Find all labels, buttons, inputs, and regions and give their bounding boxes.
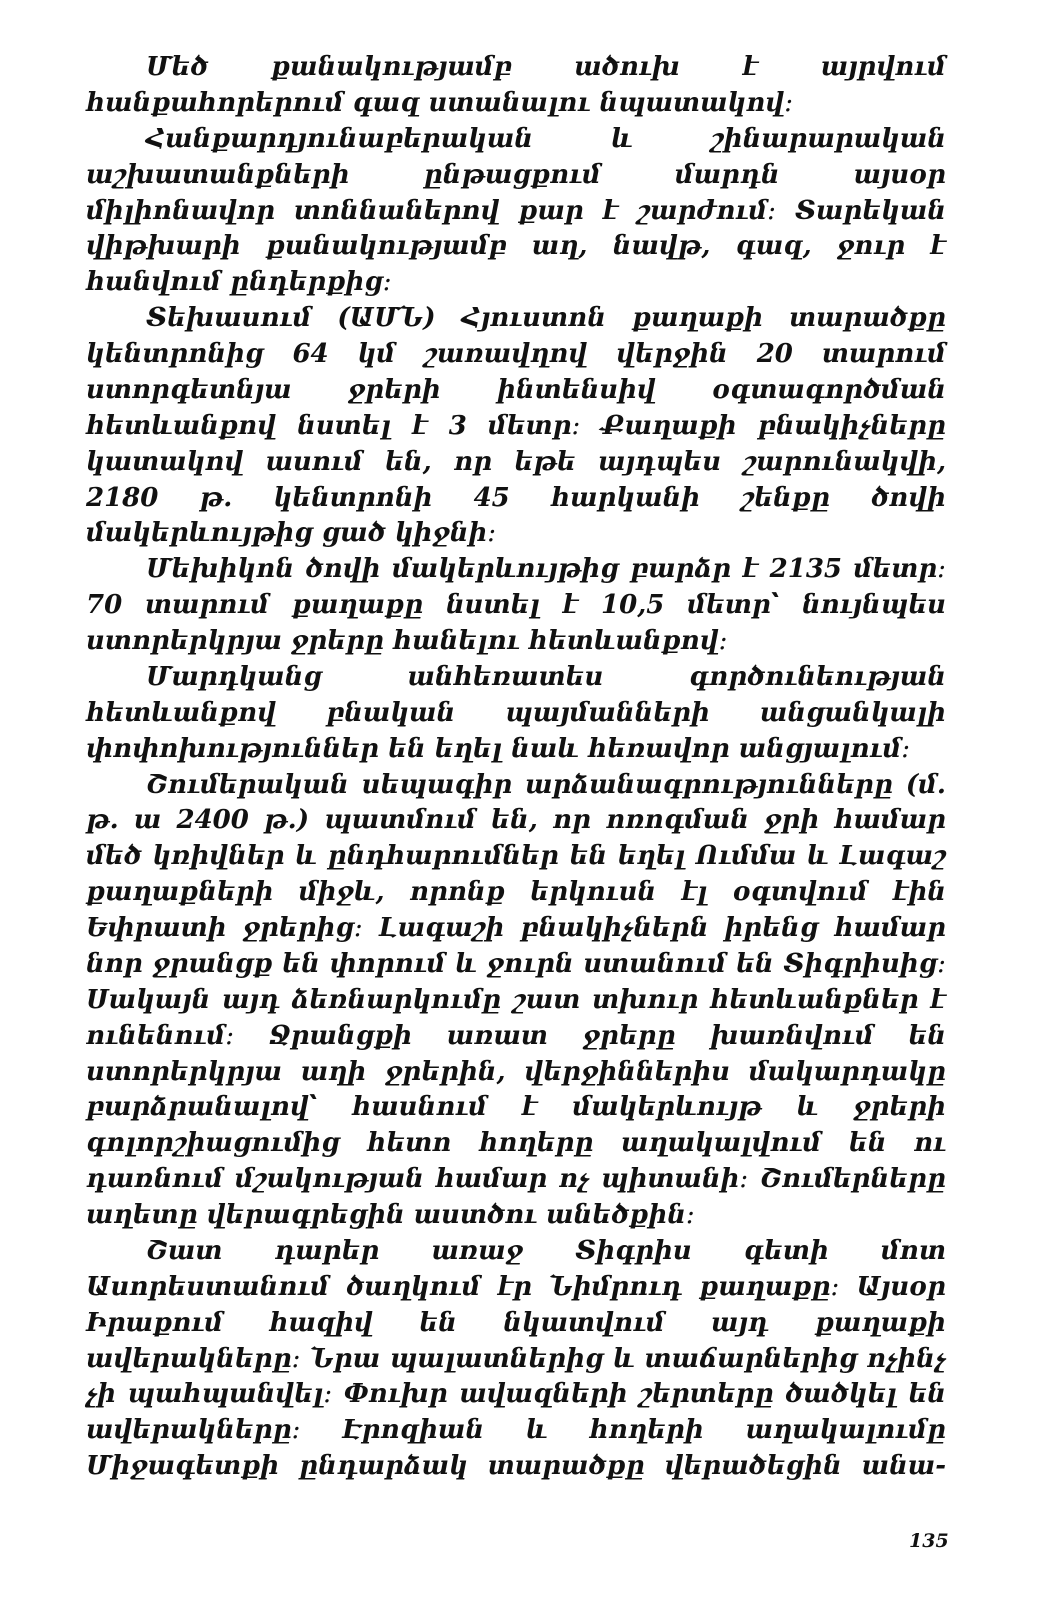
paragraph-7: Շատ դարեր առաջ Տիգրիս գետի մոտ Ասորեստանում ծաղկում էր Նիմրուդ քաղաքը։ Այսօր Իրաքում հազիվ են նկատվում այդ քաղաքի ավերակները։ Նրա պալատներից և տաճարներից ոչինչ չի պահպանվել։ Փուխր ավազների շերտերը ծածկել են ավերակները։ Էրոզիան և հողերի աղակալումը Միջագետքի ընդարձակ տարածքը վերածեցին անա- (86, 1235, 946, 1482)
body-text (86, 50, 946, 1485)
paragraph-2: Հանքարդյունաբերական և շինարարական աշխատանքների ընթացքում մարդն այսօր միլիոնավոր տոննաներով քար է շարժում։ Տարեկան վիթխարի քանակությամբ աղ, նավթ, գազ, ջուր է հանվում ընդերքից։ (86, 123, 946, 298)
paragraph-6: Շումերական սեպագիր արձանագրությունները (մ. թ. ա 2400 թ.) պատմում են, որ ոռոգման ջրի համար մեծ կռիվներ և ընդհարումներ են եղել Ումմա և Լագաշ քաղաքների միջև, որոնք երկուսն էլ օգտվում էին Եփրատի ջրերից։ Լագաշի բնակիչներն իրենց համար նոր ջրանցք են փորում և ջուրն ստանում են Տիգրիսից։ Սակայն այդ ձեռնարկումը շատ տխուր հետևանքներ է ունենում։ Ջրանցքի առատ ջրերը խառնվում են ստորերկրյա աղի ջրերին, վերջիններիս մակարդակը բարձրանալով՝ հասնում է մակերևույթ և ջրերի գոլորշիացումից հետո հողերը աղակալվում են ու դառնում մշակության համար ոչ պիտանի։ Շումերները աղետը վերագրեցին աստծու անեծքին։ (86, 769, 946, 1230)
paragraph-4: Մեխիկոն ծովի մակերևույթից բարձր է 2135 մետր։ 70 տարում քաղաքը նստել է 10,5 մետր՝ նույնպես ստորերկրյա ջրերը հանելու հետևանքով։ (86, 554, 946, 656)
page-number: 135 (909, 1530, 949, 1552)
paragraph-3: Տեխասում (ԱՄՆ) Հյուստոն քաղաքի տարածքը կենտրոնից 64 կմ շառավղով վերջին 20 տարում ստորգետնյա ջրերի ինտենսիվ օգտագործման հետևանքով նստել է 3 մետր։ Քաղաքի բնակիչները կատակով ասում են, որ եթե այդպես շարունակվի, 2180 թ. կենտրոնի 45 հարկանի շենքը ծովի մակերևույթից ցած կիջնի։ (86, 303, 946, 549)
paragraph-1: Մեծ քանակությամբ ածուխ է այրվում հանքահորերում գազ ստանալու նպատակով։ (86, 52, 946, 118)
paragraph-5: Մարդկանց անհեռատես գործունեության հետևանքով բնական պայմանների անցանկալի փոփոխություններ են եղել նաև հեռավոր անցյալում։ (86, 661, 946, 764)
